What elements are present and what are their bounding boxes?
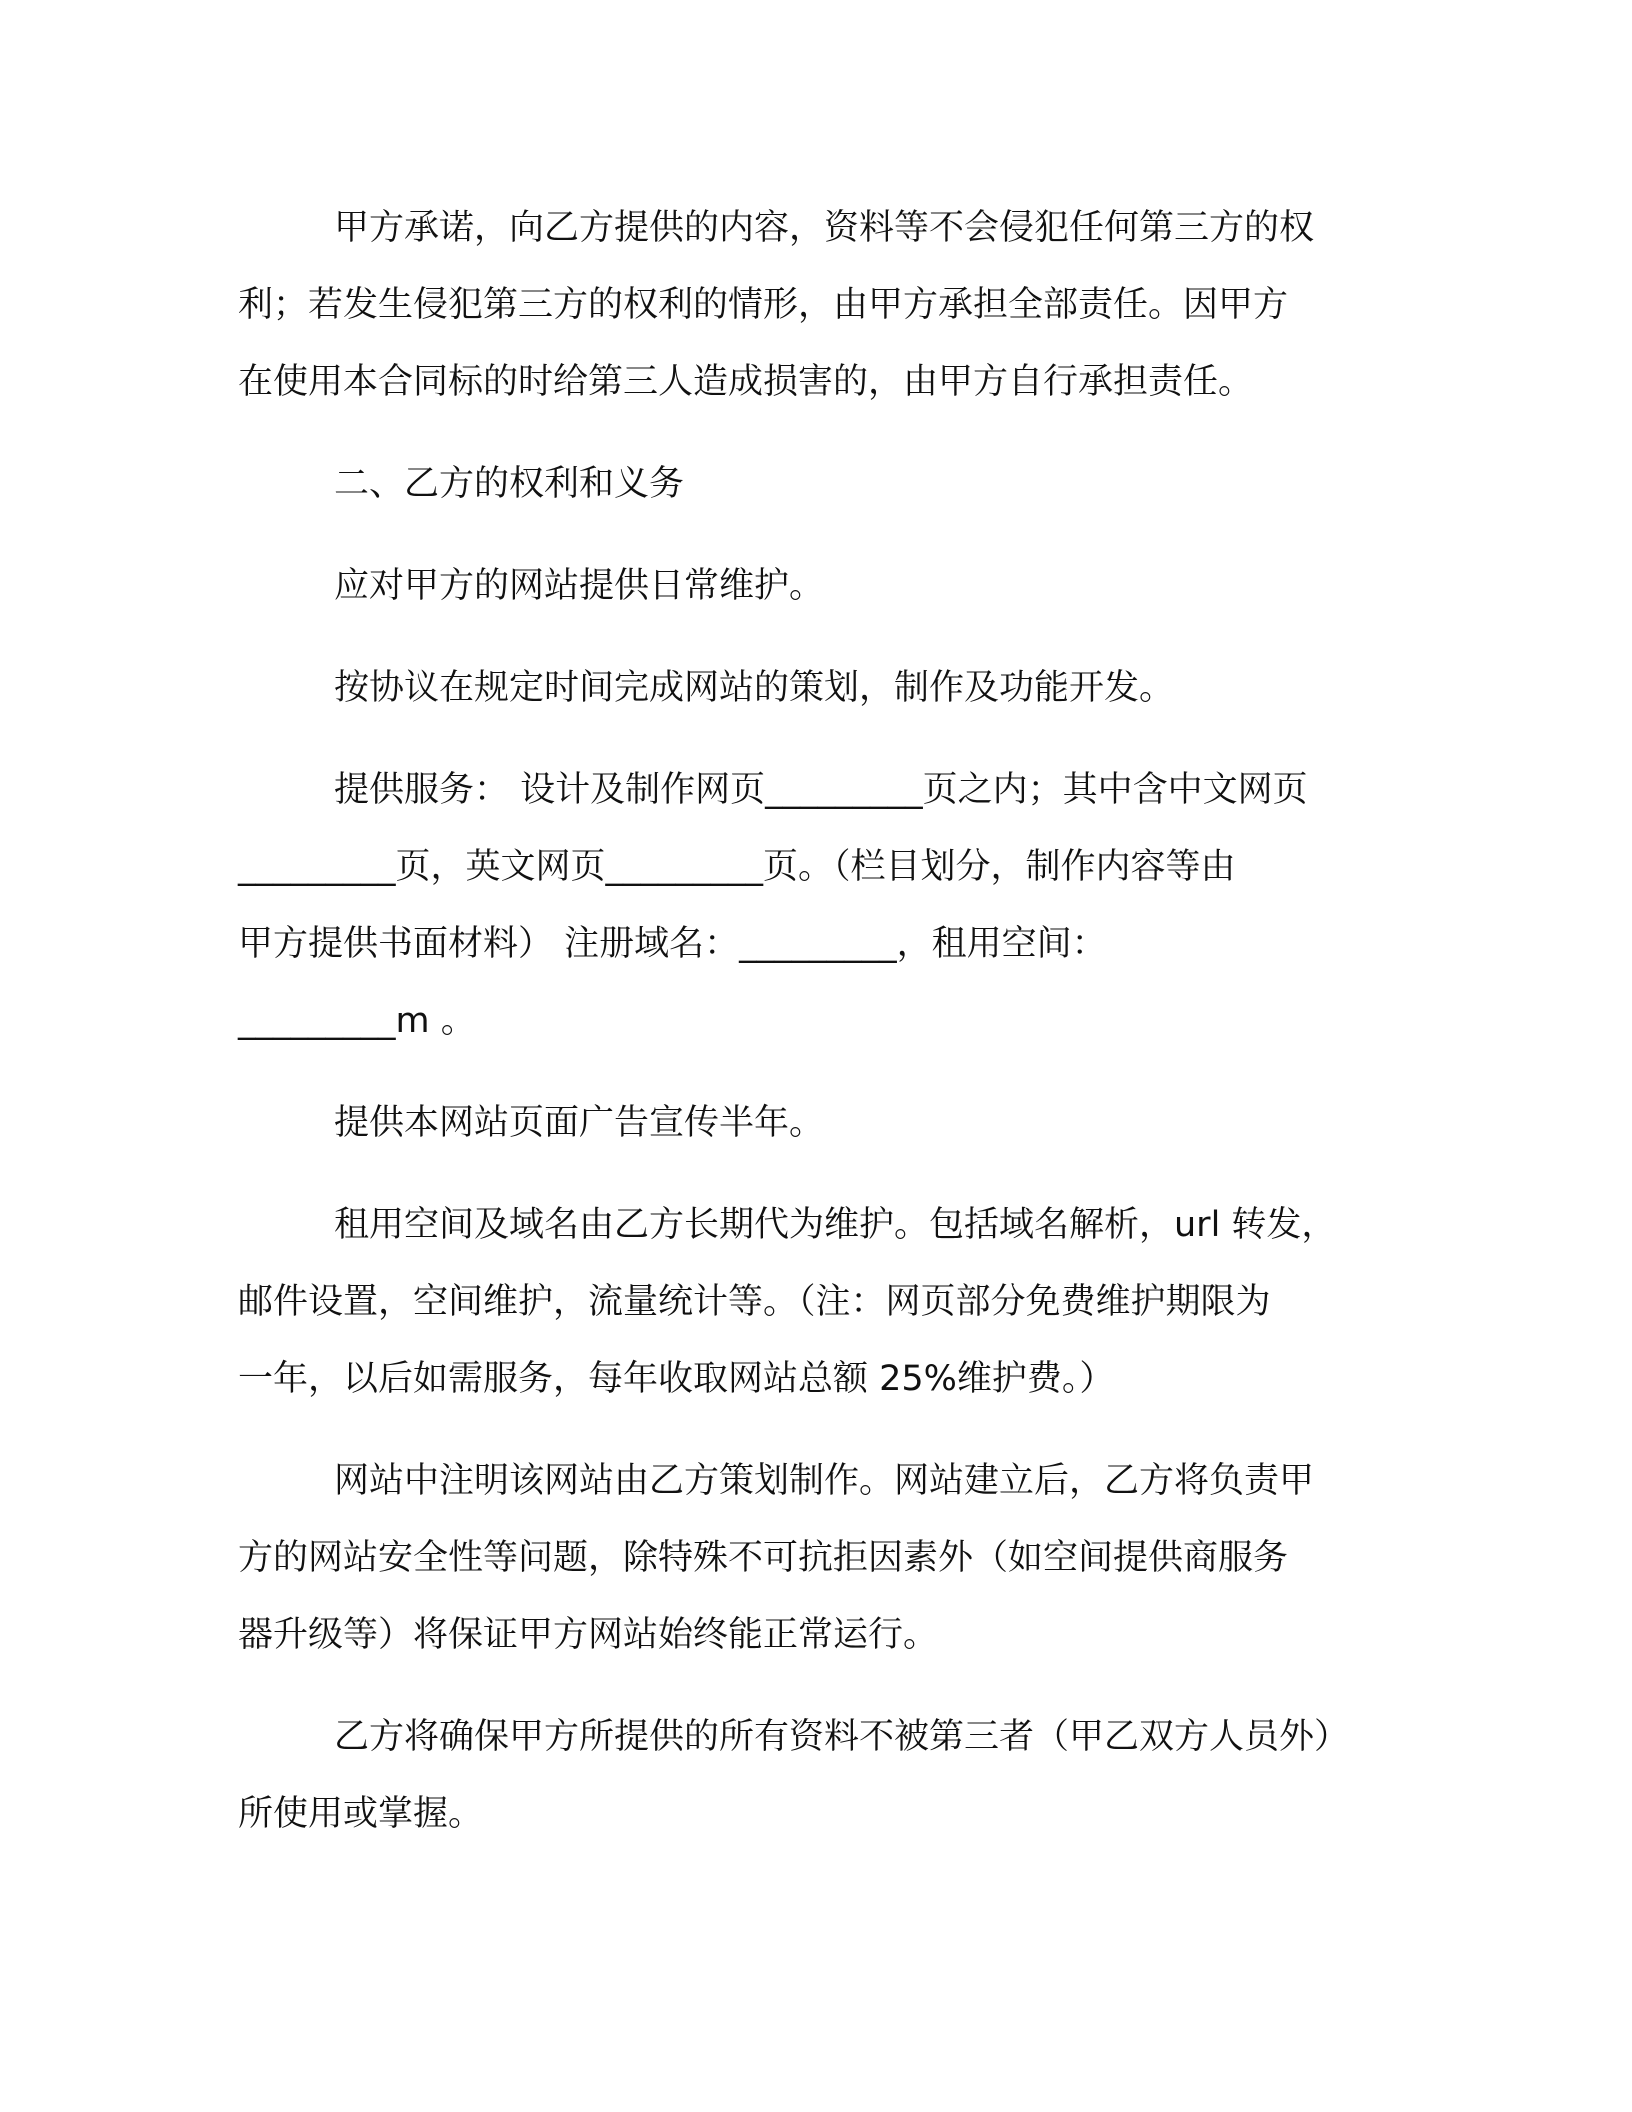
text-line: 一年，以后如需服务，每年收取网站总额 25%维护费。）	[238, 1359, 1115, 1399]
text-line: 所使用或掌握。	[238, 1794, 484, 1834]
paragraph-hosting-maintenance	[238, 1187, 1388, 1418]
paragraph-site-security	[238, 1443, 1388, 1674]
paragraph-planning-development	[238, 650, 1388, 727]
text-line: 邮件设置，空间维护，流量统计等。（注：网页部分免费维护期限为	[238, 1282, 1271, 1322]
section-heading: 二、乙方的权利和义务	[334, 464, 685, 504]
paragraph-confidentiality	[238, 1699, 1388, 1853]
text-line: 按协议在规定时间完成网站的策划，制作及功能开发。	[334, 668, 1175, 708]
text-line: 乙方将确保甲方所提供的所有资料不被第三者（甲乙双方人员外）	[334, 1717, 1350, 1757]
section-heading-party-b-rights	[238, 446, 1388, 523]
text-line: 方的网站安全性等问题，除特殊不可抗拒因素外（如空间提供商服务	[238, 1538, 1289, 1578]
text-line: 甲方承诺，向乙方提供的内容，资料等不会侵犯任何第三方的权	[334, 208, 1315, 248]
paragraph-daily-maintenance	[238, 548, 1388, 625]
text-line: 在使用本合同标的时给第三人造成损害的，由甲方自行承担责任。	[238, 362, 1254, 402]
paragraph-services	[238, 752, 1388, 1060]
text-line: _________m 。	[238, 1001, 476, 1041]
paragraph-party-a-commitment	[238, 190, 1388, 421]
text-line: 甲方提供书面材料） 注册域名：_________，租用空间：	[238, 924, 1107, 964]
text-line: 租用空间及域名由乙方长期代为维护。包括域名解析，url 转发，	[334, 1205, 1337, 1245]
text-line: _________页，英文网页_________页。（栏目划分，制作内容等由	[238, 847, 1236, 887]
text-line: 提供服务： 设计及制作网页_________页之内；其中含中文网页	[334, 770, 1308, 810]
document-body	[238, 190, 1388, 1878]
paragraph-advertising	[238, 1085, 1388, 1162]
text-line: 网站中注明该网站由乙方策划制作。网站建立后，乙方将负责甲	[334, 1461, 1315, 1501]
text-line: 利；若发生侵犯第三方的权利的情形，由甲方承担全部责任。因甲方	[238, 285, 1289, 325]
text-line: 应对甲方的网站提供日常维护。	[334, 566, 825, 606]
text-line: 器升级等）将保证甲方网站始终能正常运行。	[238, 1615, 939, 1655]
text-line: 提供本网站页面广告宣传半年。	[334, 1103, 825, 1143]
